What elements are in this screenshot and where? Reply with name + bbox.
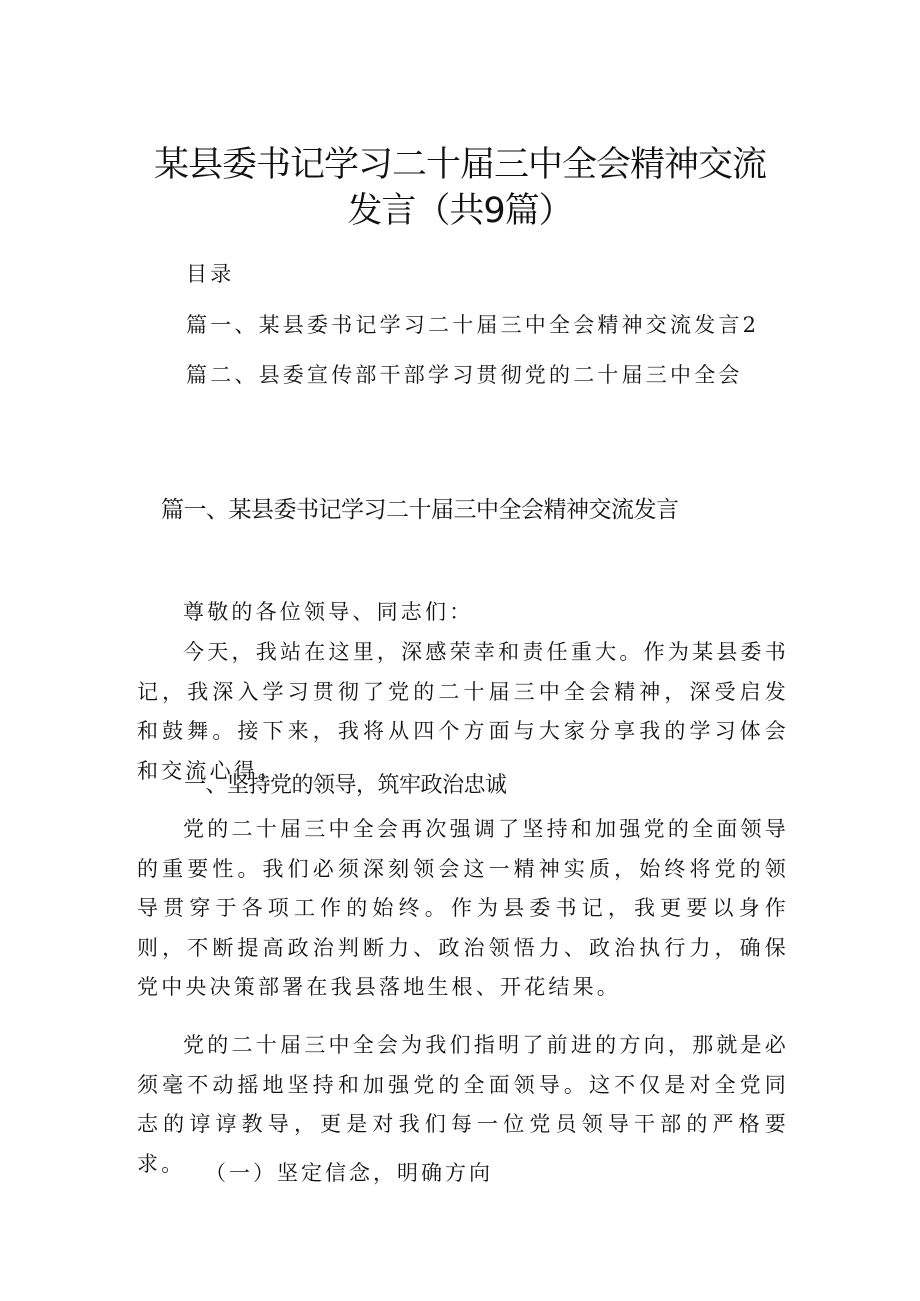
toc-heading: 目录 (186, 262, 235, 286)
greeting: 尊敬的各位领导、同志们： (183, 600, 474, 624)
paragraph-intro: 今天，我站在这里，深感荣幸和责任重大。作为某县委书记，我深入学习贯彻了党的二十届三中全会精神，深受启发和鼓舞。接下来，我将从四个方面与大家分享我的学习体会和交流心得。 (137, 640, 789, 783)
toc-item-2[interactable]: 篇二、县委宣传部干部学习贯彻党的二十届三中全会 (186, 363, 743, 387)
document-title-line-1: 某县委书记学习二十届三中全会精神交流 (153, 145, 766, 185)
document-title-line-2: 发言（共9篇） (347, 191, 573, 231)
paragraph-2: 党的二十届三中全会再次强调了坚持和加强党的全面领导的重要性。我们必须深刻领会这一精神实质，始终将党的领导贯穿于各项工作的始终。作为县委书记，我更要以身作则，不断提高政治判断力、政治领悟力、政治执行力，确保党中央决策部署在我县落地生根、开花结果。 (137, 817, 789, 999)
article-heading: 篇一、某县委书记学习二十届三中全会精神交流发言 (161, 497, 679, 523)
section-1-heading: 一、坚持党的领导，筑牢政治忠诚 (184, 773, 507, 798)
paragraph-3: 党的二十届三中全会为我们指明了前进的方向，那就是必须毫不动摇地坚持和加强党的全面领导。这不仅是对全党同志的谆谆教导，更是对我们每一位党员领导干部的严格要求。 (137, 1033, 789, 1176)
toc-item-1[interactable]: 篇一、某县委书记学习二十届三中全会精神交流发言2 (186, 313, 760, 337)
subsection-1-heading: （一）坚定信念，明确方向 (205, 1161, 493, 1185)
